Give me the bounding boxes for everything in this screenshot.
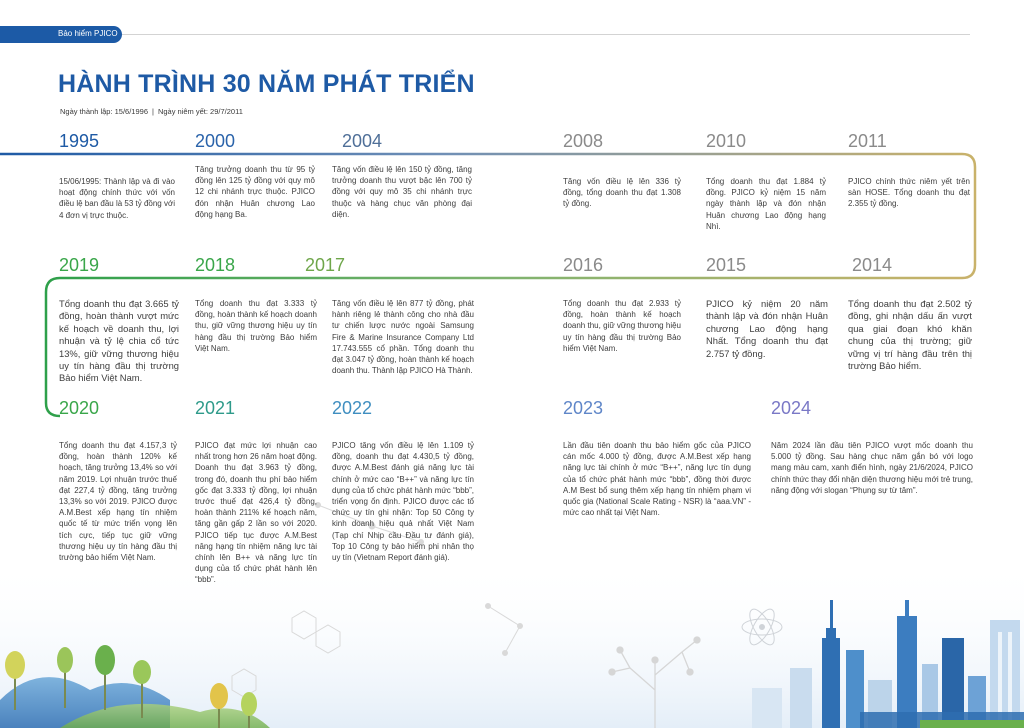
page-title: HÀNH TRÌNH 30 NĂM PHÁT TRIỂN [58,70,475,98]
milestone-2023: Lần đầu tiên doanh thu bảo hiểm gốc của PJICO cán mốc 4.000 tỷ đồng, được A.M.Best xếp hạng năng lực tài chính ở mức “B++”, năng lực tín dụng của tổ chức phát hành mức “bbb”, đồng thời được A.M Best bổ sung thêm xếp hạng tín nhiệm phạm vi quốc gia (National Scale Rating - NSR) là “aaa.VN” - mức cao nhất tại Việt Nam. [563,441,751,518]
year-2017: 2017 [305,255,346,275]
section-tag [0,26,122,43]
milestone-2015: PJICO kỷ niệm 20 năm thành lập và đón nhận Huân chương Lao động hạng Nhất. Tổng doanh thu đạt 2.757 tỷ đồng. [706,298,828,359]
year-2008: 2008 [563,131,604,151]
year-2015: 2015 [706,255,747,275]
listed-date: Ngày niêm yết: 29/7/2011 [157,107,243,116]
founded-date: Ngày thành lập: 15/6/1996 [60,107,148,116]
year-2021: 2021 [195,398,236,418]
milestone-2008: Tăng vốn điều lệ lên 336 tỷ đồng, tổng doanh thu đạt 1.308 tỷ đồng. [563,177,681,209]
milestone-2019: Tổng doanh thu đạt 3.665 tỷ đồng, hoàn thành vượt mức kế hoạch về doanh thu, lợi nhuận và tỷ lệ chia cổ tức 13%, giữ vững thương hiệu uy tín hàng đầu thị trường Bảo hiểm Việt Nam. [59,298,179,384]
milestone-2011: PJICO chính thức niêm yết trên sàn HOSE. Tổng doanh thu đạt 2.355 tỷ đồng. [848,177,970,209]
milestone-2022: PJICO tăng vốn điều lệ lên 1.109 tỷ đồng, doanh thu đạt 4.430,5 tỷ đồng, được A.M.Best đánh giá năng lực tài chính ở mức cao “B++” và năng lực tín dụng của tổ chức phát hành mức “bbb”, triển vọng ổn định. PJICO được các tổ chức uy tín ghi nhận: Top 50 Công ty kinh doanh hiệu quả nhất Việt Nam (Tạp chí Nhịp cầu Đầu tư đánh giá), Top 10 Công ty bảo hiểm phi nhân thọ uy tín (Vietnam Report đánh giá). [332,441,474,563]
subtitle-separator: | [152,107,154,116]
year-2016: 2016 [563,255,604,275]
year-2023: 2023 [563,398,604,418]
milestone-1995: 15/06/1995: Thành lập và đi vào hoạt động chính thức với vốn điều lệ ban đầu là 53 tỷ đồng với 4 đơn vị trực thuộc. [59,177,175,220]
milestone-2020: Tổng doanh thu đạt 4.157,3 tỷ đồng, hoàn thành 120% kế hoạch, tăng trưởng 13,4% so với năm 2019. Lợi nhuận trước thuế đạt 227,4 tỷ đồng, tăng trưởng 13,3% so với 2019. PJICO được A.M.Best xếp hạng tín nhiệm quốc tế từ mức triển vọng lên tích cực, tiếp tục giữ vững thương hiệu uy tín hàng đầu thị trường bảo hiểm Việt Nam. [59,441,177,563]
milestone-2000: Tăng trưởng doanh thu từ 95 tỷ đồng lên 125 tỷ đồng với quy mô 12 chi nhánh trực thuộc. PJICO đón nhận Huân chương Lao động hạng Ba. [195,165,315,219]
year-2011: 2011 [848,131,887,151]
year-2020: 2020 [59,398,100,418]
year-2019: 2019 [59,255,100,275]
year-1995: 1995 [59,131,100,151]
milestone-2024: Năm 2024 lần đầu tiên PJICO vượt mốc doanh thu 5.000 tỷ đồng. Sau hàng chục năm gắn bó với logo mang màu cam, xanh điển hình, ngày 21/6/2024, PJICO chính thức thay đổi nhận diện thương hiệu mới trẻ trung, năng động với slogan “Phụng sự từ tâm”. [771,441,973,495]
year-2024: 2024 [771,398,812,418]
header-divider [122,34,970,35]
milestone-2017: Tăng vốn điều lệ lên 877 tỷ đồng, phát hành riêng lẻ thành công cho nhà đầu tư chiến lược nước ngoài Samsung Fire & Marine Insurance Company Ltd 17.743.555 cổ phần. Tổng doanh thu đạt 3.047 tỷ đồng, hoàn thành kế hoạch doanh thu. Thành lập PJICO Hà Thành. [332,299,474,376]
milestone-2014: Tổng doanh thu đạt 2.502 tỷ đồng, ghi nhận dấu ấn vượt qua giai đoạn khó khăn chung của thị trường; giữ vững vị trí hàng đầu trên thị trường Bảo hiểm. [848,298,972,372]
year-2000: 2000 [195,131,236,151]
year-2018: 2018 [195,255,236,275]
page-subtitle [60,107,243,116]
milestone-2016: Tổng doanh thu đạt 2.933 tỷ đồng, hoàn thành kế hoạch doanh thu, giữ vững thương hiệu uy tín hàng đầu thị trường Bảo hiểm Việt Nam. [563,299,681,353]
milestone-2021: PJICO đạt mức lợi nhuận cao nhất trong hơn 26 năm hoạt động. Doanh thu đạt 3.963 tỷ đồng, trong đó, doanh thu phí bảo hiểm gốc đạt 3.333 tỷ đồng, lợi nhuận trước thuế đạt 426,4 tỷ đồng, hoàn thành 211% kế hoạch năm, tăng gần gấp 2 lần so với 2020. PJICO tiếp tục được A.M.Best nâng hạng tín nhiệm năng lực tài chính lên B++ và năng lực tín dụng của tổ chức phát hành lên “bbb”. [195,441,317,585]
year-2010: 2010 [706,131,747,151]
milestone-2018: Tổng doanh thu đạt 3.333 tỷ đồng, hoàn thành kế hoạch doanh thu, giữ vững thương hiệu uy tín hàng đầu thị trường Bảo hiểm Việt Nam. [195,299,317,353]
year-2014: 2014 [852,255,893,275]
milestone-2010: Tổng doanh thu đạt 1.884 tỷ đồng. PJICO kỷ niệm 15 năm ngày thành lập và đón nhận Huân chương Lao động hạng Nhì. [706,177,826,231]
milestone-2004: Tăng vốn điều lệ lên 150 tỷ đồng, tăng trưởng doanh thu vượt bậc lên 700 tỷ đồng với quy mô 35 chi nhánh trực thuộc và hàng chục văn phòng đại diện. [332,165,472,219]
year-2022: 2022 [332,398,373,418]
year-2004: 2004 [342,131,383,151]
section-tag-label: Bảo hiểm PJICO [58,29,118,38]
